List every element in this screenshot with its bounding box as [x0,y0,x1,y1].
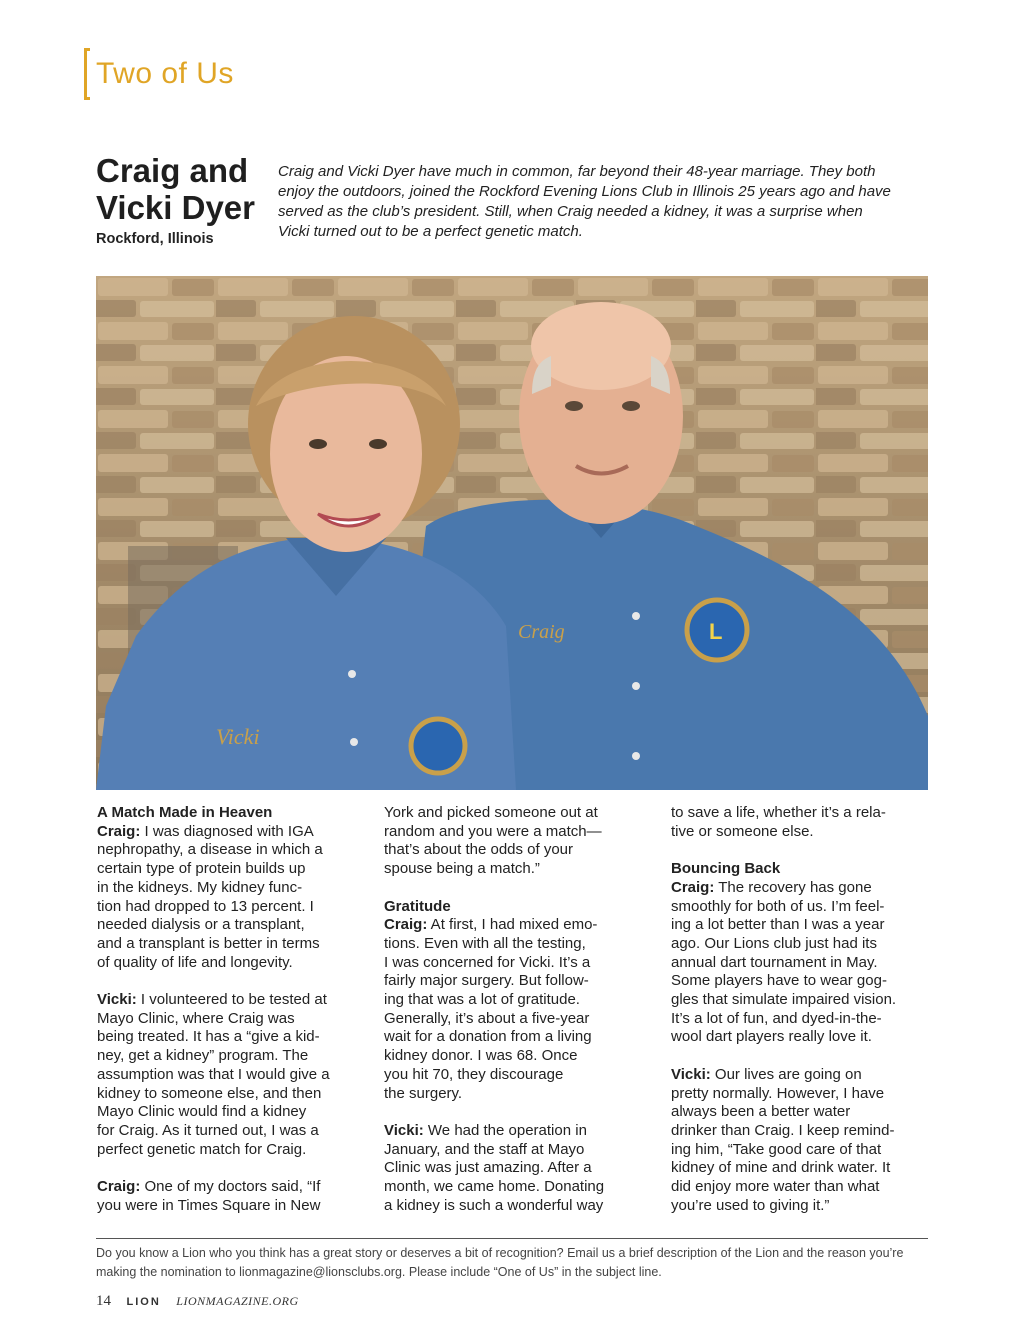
page-folio [96,1293,299,1310]
paragraph [384,1122,646,1216]
intro-paragraph: Craig and Vicki Dyer have much in common, far beyond their 48-year marriage. They both enjoy the outdoors, joined the Rockford Evening Lions Club in Illinois 25 years ago and have served as the club’s president. Still, when Craig needed a kidney, it was a surprise when Vicki turned out to be a perfect genetic match. [278,163,891,240]
vicki-lions-emblem [411,719,465,773]
paragraph-text: The recovery has gone smoothly for both of us. I’m feel- ing a lot better than I was a year ago. Our Lions club just had its annual dart tournament in May. Some players have to wear gog- gles that simulate impaired vision. It’s a lot of fun, and dyed-in-the- wool dart players really love it. [671,878,897,1046]
paragraph [97,823,359,973]
couple-photo [96,276,928,790]
heading-gratitude: Gratitude [384,897,451,915]
heading-bouncing-back: Bouncing Back [671,860,781,878]
paragraph-text: One of my doctors said, “If you were in Times Square in New [97,1178,321,1214]
section-header [84,48,234,100]
location-label: Rockford, Illinois [96,231,214,247]
paragraph [671,1066,933,1216]
paragraph-text: We had the operation in January, and the staff at Mayo Clinic was just amazing. After a month, we came home. Donating a kidney is such a wonderful way [384,1121,605,1214]
name-line-2: Vicki Dyer [96,189,256,226]
magazine-name: LION [126,1296,161,1308]
nomination-note: Do you know a Lion who you think has a great story or deserves a bit of recognition? Email us a brief description of the Lion and the reason you’re making the nomination to lionmagazine@lionsclubs.org. Please include “One of Us” in the subject line. [96,1246,904,1279]
heading-match-made: A Match Made in Heaven [97,804,273,821]
speaker-label: Vicki: [384,1121,424,1139]
paragraph [671,879,933,1047]
paragraph-text: Our lives are going on pretty normally. However, I have always been a better water drinker than Craig. I keep remind- ing him, “Take good care of that kidney of mine and drink water. It did enjoy more water than what you’re used to giving it.” [671,1065,895,1214]
article-column-3 [671,804,933,1234]
bracket-ornament [84,48,90,100]
paragraph [384,916,646,1103]
section-title: Two of Us [96,57,234,90]
paragraph-text: to save a life, whether it’s a rela- tive or someone else. [671,804,886,840]
article-column-1 [97,804,359,1234]
paragraph-text: I was diagnosed with IGA nephropathy, a disease in which a certain type of protein builds up in the kidneys. My kidney func- tion had dropped to 13 percent. I needed dialysis or a transplant, and a transplant is better in terms of quality of life and longevity. [97,822,323,971]
page-number: 14 [96,1293,111,1309]
paragraph-text: York and picked someone out at random and you were a match— that’s about the odds of your spouse being a match.” [384,804,602,878]
speaker-label: Vicki: [97,991,137,1009]
speaker-label: Craig: [97,1178,141,1196]
paragraph-text: At first, I had mixed emo- tions. Even with all the testing, I was concerned for Vicki. It’s a fairly major surgery. But follow- ing that was a lot of gratitude. Generally, it’s about a five-year wait for a donation from a living kidney donor. I was 68. Once you hit 70, they discourage the surgery. [384,916,598,1102]
craig-shirt-name: Craig [518,621,565,643]
paragraph [97,1178,359,1215]
speaker-label: Vicki: [671,1065,711,1083]
name-line-1: Craig and [96,152,249,189]
craig-emblem-letter: L [709,619,723,644]
paragraph [97,991,359,1159]
paragraph-text: I volunteered to be tested at Mayo Clinic, where Craig was being treated. It has a “give a kid- ney, get a kidney” program. The assumption was that I would give a kidney to someone else, and then Mayo Clinic would find a kidney for Craig. As it turned out, I was a perfect genetic match for Craig. [97,991,330,1158]
speaker-label: Craig: [97,822,141,840]
article-column-2 [384,804,646,1234]
vicki-shirt-name: Vicki [216,724,260,749]
speaker-label: Craig: [671,878,715,896]
feature-heading [96,152,271,247]
paragraph [671,804,933,841]
speaker-label: Craig: [384,916,428,934]
paragraph [384,804,646,879]
magazine-website: LIONMAGAZINE.ORG [176,1294,299,1308]
footer-divider [96,1238,928,1239]
